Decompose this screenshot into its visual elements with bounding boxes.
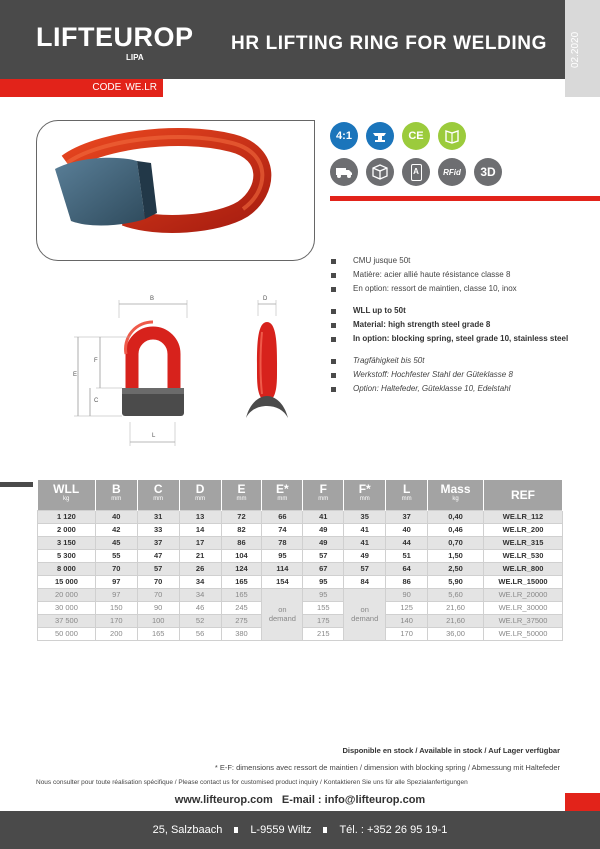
cell-f: 175 <box>303 614 344 627</box>
cell-c: 100 <box>137 614 179 627</box>
cell-mass: 21,60 <box>428 614 484 627</box>
rfid-icon: RFid <box>438 158 466 186</box>
table-row <box>38 536 563 549</box>
cell-mass: 5,90 <box>428 575 484 588</box>
dim-label-e: E <box>73 372 78 378</box>
accent-rule <box>330 196 600 201</box>
footer-phone: Tél. : +352 26 95 19-1 <box>339 824 448 836</box>
cell-l: 125 <box>386 601 428 614</box>
ratio-4-1-icon: 4:1 <box>330 122 358 150</box>
spec-line: Option: Haltefeder, Güteklasse 10, Edelstahl <box>331 382 568 396</box>
cell-f: 49 <box>303 523 344 536</box>
cell-mass: 36,00 <box>428 627 484 640</box>
col-header-c: C mm <box>137 480 179 510</box>
dim-label-l: L <box>152 433 156 439</box>
cell-wll: 5 300 <box>38 549 96 562</box>
cell-l: 44 <box>386 536 428 549</box>
app-phone-icon: A <box>402 158 430 186</box>
cell-e: 165 <box>221 575 262 588</box>
cell-mass: 2,50 <box>428 562 484 575</box>
cell-l: 40 <box>386 523 428 536</box>
col-header-e-star: E* mm <box>262 480 303 510</box>
cell-wll: 20 000 <box>38 588 96 601</box>
cell-d: 14 <box>179 523 221 536</box>
cell-l: 86 <box>386 575 428 588</box>
cell-f: 95 <box>303 588 344 601</box>
technical-drawing <box>70 292 290 457</box>
truck-delivery-icon <box>330 158 358 186</box>
spec-line: Tragfähigkeit bis 50t <box>331 354 568 368</box>
cell-l: 140 <box>386 614 428 627</box>
cell-e: 86 <box>221 536 262 549</box>
issue-date: 02.2020 <box>570 31 581 68</box>
email-link[interactable]: E-mail : info@lifteurop.com <box>281 794 426 806</box>
spec-line: En option: ressort de maintien, classe 10, inox <box>331 282 568 296</box>
section-marker <box>0 482 33 487</box>
footer-accent <box>565 793 600 811</box>
cell-ref: WE.LR_30000 <box>483 601 562 614</box>
cell-e: 124 <box>221 562 262 575</box>
footer-bar <box>0 811 600 849</box>
cell-c: 47 <box>137 549 179 562</box>
cell-mass: 0,70 <box>428 536 484 549</box>
dim-label-b: B <box>150 296 155 302</box>
code-value: WE.LR <box>125 82 157 93</box>
product-photo <box>36 120 315 261</box>
cell-b: 45 <box>95 536 137 549</box>
col-header-ref: REF <box>483 480 562 510</box>
cell-b: 170 <box>95 614 137 627</box>
col-header-wll: WLL kg <box>38 480 96 510</box>
cell-b: 42 <box>95 523 137 536</box>
cell-c: 33 <box>137 523 179 536</box>
spec-line: CMU jusque 50t <box>331 254 568 268</box>
cell-c: 37 <box>137 536 179 549</box>
spec-line: Matière: acier allié haute résistance classe 8 <box>331 268 568 282</box>
table-row <box>38 588 563 601</box>
cell-e-star: 154 <box>262 575 303 588</box>
cell-wll: 2 000 <box>38 523 96 536</box>
cell-d: 21 <box>179 549 221 562</box>
cell-e: 82 <box>221 523 262 536</box>
dim-label-f: F <box>94 358 98 364</box>
cell-f-star: 41 <box>344 523 386 536</box>
website-link[interactable]: www.lifteurop.com <box>174 794 273 806</box>
cell-f: 67 <box>303 562 344 575</box>
cell-f: 41 <box>303 510 344 523</box>
table-row <box>38 562 563 575</box>
cell-wll: 50 000 <box>38 627 96 640</box>
lifteurop-logo: LIFTEUROP <box>36 22 194 52</box>
cell-c: 57 <box>137 562 179 575</box>
table-header-row <box>38 480 563 510</box>
col-header-e: E mm <box>221 480 262 510</box>
cell-wll: 1 120 <box>38 510 96 523</box>
cell-f-star: 57 <box>344 562 386 575</box>
cell-e-star: 114 <box>262 562 303 575</box>
cell-c: 90 <box>137 601 179 614</box>
cell-ref: WE.LR_37500 <box>483 614 562 627</box>
cell-e: 72 <box>221 510 262 523</box>
header-bar <box>0 0 565 79</box>
cell-f-star: 84 <box>344 575 386 588</box>
table-body <box>38 510 563 640</box>
cell-b: 200 <box>95 627 137 640</box>
cell-e-star: 66 <box>262 510 303 523</box>
cell-wll: 8 000 <box>38 562 96 575</box>
cell-d: 17 <box>179 536 221 549</box>
cell-mass: 0,46 <box>428 523 484 536</box>
cell-wll: 3 150 <box>38 536 96 549</box>
col-header-f-star: F* mm <box>344 480 386 510</box>
spec-line: Material: high strength steel grade 8 <box>331 318 568 332</box>
cell-b: 55 <box>95 549 137 562</box>
cell-l: 170 <box>386 627 428 640</box>
custom-inquiry-note: Nous consulter pour toute réalisation spécifique / Please contact us for customised product inquiry / Kontaktieren Sie uns für alle Spezialanfertigungen <box>36 779 468 786</box>
cell-d: 34 <box>179 588 221 601</box>
cell-e-star: on demand <box>262 588 303 640</box>
cell-ref: WE.LR_15000 <box>483 575 562 588</box>
dim-label-c: C <box>94 398 99 404</box>
cell-f: 57 <box>303 549 344 562</box>
cell-ref: WE.LR_50000 <box>483 627 562 640</box>
cell-e: 165 <box>221 588 262 601</box>
spec-line: WLL up to 50t <box>331 304 568 318</box>
cell-ref: WE.LR_315 <box>483 536 562 549</box>
cell-mass: 0,40 <box>428 510 484 523</box>
cell-b: 70 <box>95 562 137 575</box>
table-row <box>38 549 563 562</box>
package-box-icon <box>366 158 394 186</box>
cell-b: 150 <box>95 601 137 614</box>
3d-model-icon: 3D <box>474 158 502 186</box>
table-row <box>38 575 563 588</box>
dimension-drawing <box>70 292 290 452</box>
cell-ref: WE.LR_112 <box>483 510 562 523</box>
cell-f: 49 <box>303 536 344 549</box>
cell-d: 26 <box>179 562 221 575</box>
footer-separator <box>323 827 327 833</box>
cell-wll: 37 500 <box>38 614 96 627</box>
cell-d: 34 <box>179 575 221 588</box>
specs-german <box>331 354 568 396</box>
cell-l: 64 <box>386 562 428 575</box>
cell-e: 245 <box>221 601 262 614</box>
dimension-table <box>37 480 563 641</box>
table-row <box>38 523 563 536</box>
cell-wll: 30 000 <box>38 601 96 614</box>
specs-english <box>331 304 568 346</box>
cell-ref: WE.LR_200 <box>483 523 562 536</box>
cell-b: 40 <box>95 510 137 523</box>
cell-mass: 5,60 <box>428 588 484 601</box>
dimension-note: * E-F: dimensions avec ressort de maintien / dimension with blocking spring / Abmessung mit Haltefeder <box>214 763 560 772</box>
code-label: CODE <box>92 82 122 93</box>
cell-d: 52 <box>179 614 221 627</box>
cell-wll: 15 000 <box>38 575 96 588</box>
cell-f-star: 41 <box>344 536 386 549</box>
cell-e: 275 <box>221 614 262 627</box>
cell-f: 95 <box>303 575 344 588</box>
col-header-l: L mm <box>386 480 428 510</box>
lifting-ring-photo <box>37 121 315 261</box>
cell-e-star: 78 <box>262 536 303 549</box>
web-contact-row <box>0 794 600 806</box>
spec-line: Werkstoff: Hochfester Stahl der Güteklasse 8 <box>331 368 568 382</box>
cell-c: 165 <box>137 627 179 640</box>
cell-c: 70 <box>137 575 179 588</box>
cell-e: 380 <box>221 627 262 640</box>
cell-ref: WE.LR_530 <box>483 549 562 562</box>
cell-f: 155 <box>303 601 344 614</box>
cell-e-star: 74 <box>262 523 303 536</box>
col-header-f: F mm <box>303 480 344 510</box>
cell-b: 97 <box>95 575 137 588</box>
cell-f-star: 35 <box>344 510 386 523</box>
cell-l: 37 <box>386 510 428 523</box>
footer-city: L-9559 Wiltz <box>250 824 312 836</box>
cell-f-star: on demand <box>344 588 386 640</box>
cell-d: 56 <box>179 627 221 640</box>
cell-c: 31 <box>137 510 179 523</box>
footer-street: 25, Salzbaach <box>152 824 223 836</box>
cell-mass: 21,60 <box>428 601 484 614</box>
cell-f-star: 49 <box>344 549 386 562</box>
cell-l: 51 <box>386 549 428 562</box>
cell-e: 104 <box>221 549 262 562</box>
table-row <box>38 510 563 523</box>
page-title: HR LIFTING RING FOR WELDING <box>231 33 547 54</box>
col-header-b: B mm <box>95 480 137 510</box>
manual-book-icon <box>438 122 466 150</box>
cell-e-star: 95 <box>262 549 303 562</box>
cell-d: 13 <box>179 510 221 523</box>
cell-d: 46 <box>179 601 221 614</box>
specs-french <box>331 254 568 296</box>
dim-label-d: D <box>263 296 268 302</box>
welding-anvil-icon <box>366 122 394 150</box>
cell-mass: 1,50 <box>428 549 484 562</box>
lipa-logo: LIPA <box>126 53 144 62</box>
col-header-d: D mm <box>179 480 221 510</box>
cell-b: 97 <box>95 588 137 601</box>
cell-ref: WE.LR_20000 <box>483 588 562 601</box>
cell-f: 215 <box>303 627 344 640</box>
cell-c: 70 <box>137 588 179 601</box>
code-bar <box>0 79 163 97</box>
col-header-mass: Mass kg <box>428 480 484 510</box>
availability-note: Disponible en stock / Available in stock / Auf Lager verfügbar <box>342 746 560 755</box>
cell-ref: WE.LR_800 <box>483 562 562 575</box>
footer-separator <box>234 827 238 833</box>
ce-mark-icon: CE <box>402 122 430 150</box>
specifications <box>331 254 568 404</box>
cell-l: 90 <box>386 588 428 601</box>
spec-line: In option: blocking spring, steel grade 10, stainless steel <box>331 332 568 346</box>
